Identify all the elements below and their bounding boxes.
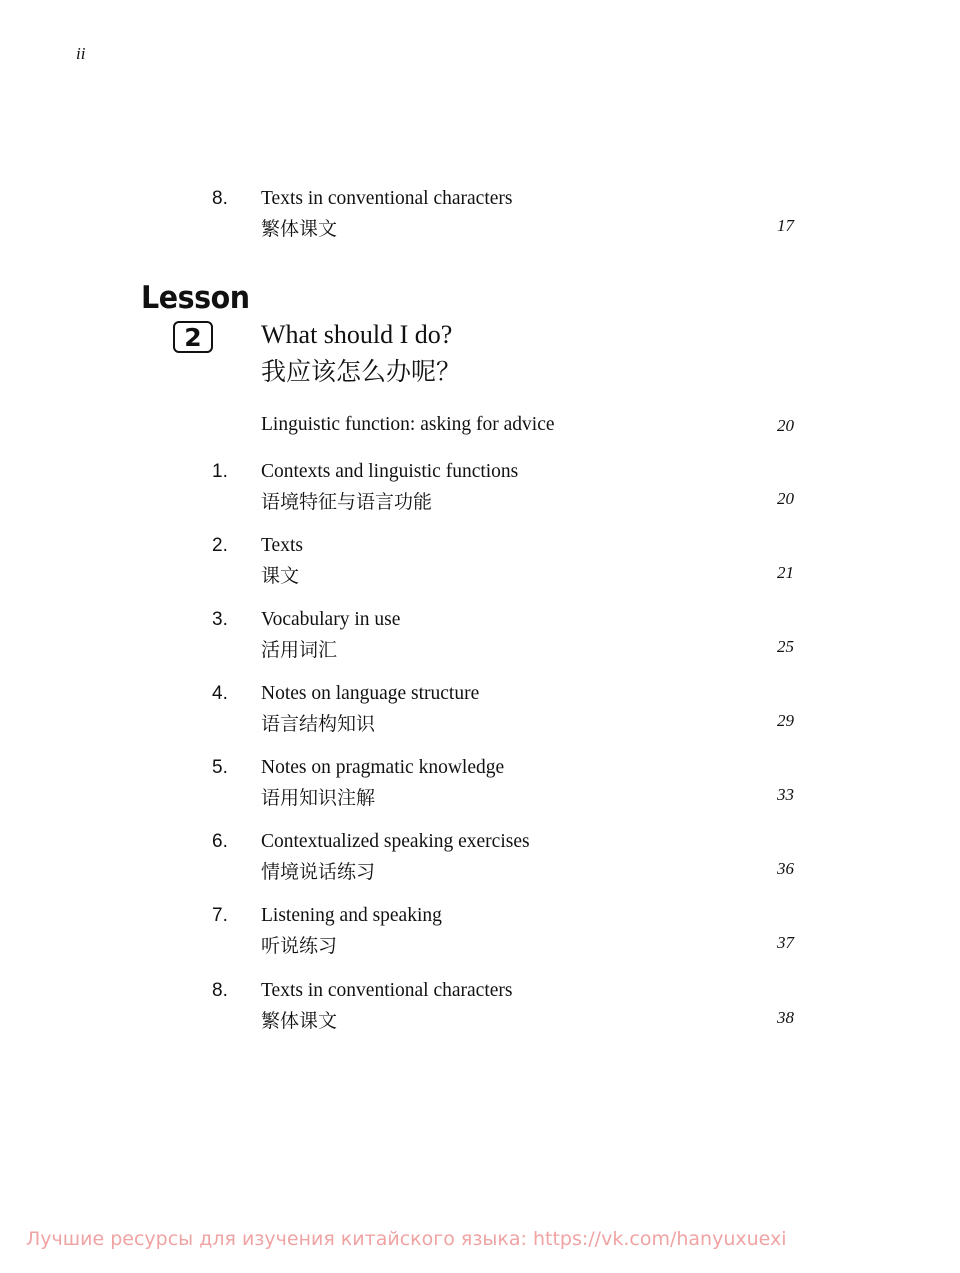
toc-entry-page: 33 [777, 785, 794, 804]
toc-entry-title-en: Notes on pragmatic knowledge [261, 757, 505, 778]
linguistic-function-text: Linguistic function: asking for advice [261, 414, 555, 435]
watermark-text: Лучшие ресурсы для изучения китайского языка: https://vk.com/hanyuxuexi [26, 1228, 787, 1250]
toc-entry-page: 21 [777, 563, 794, 582]
linguistic-function-page: 20 [777, 416, 794, 435]
toc-entry-title-en: Texts in conventional characters [261, 980, 513, 1001]
toc-entry-title-zh: 繁体课文 [261, 1010, 338, 1032]
toc-entry-page: 37 [777, 933, 794, 952]
toc-entry-page: 29 [777, 711, 794, 730]
toc-entry-page: 17 [777, 216, 794, 235]
toc-entry-title-zh: 课文 [261, 565, 300, 587]
toc-entry-number: 8. [212, 980, 228, 1001]
toc-entry-page: 20 [777, 489, 794, 508]
toc-entry-number: 2. [212, 535, 228, 556]
toc-entry-title-en: Texts in conventional characters [261, 188, 513, 209]
toc-entry-number: 7. [212, 905, 228, 926]
lesson-number-badge: 2 [173, 321, 213, 353]
toc-entry-title-en: Contextualized speaking exercises [261, 831, 530, 852]
toc-entry-page: 25 [777, 637, 794, 656]
toc-entry-number: 5. [212, 757, 228, 778]
lesson-heading: Lesson [141, 280, 250, 316]
toc-entry-title-zh: 语言结构知识 [261, 713, 376, 735]
toc-entry-title-zh: 听说练习 [261, 935, 338, 957]
toc-entry-number: 3. [212, 609, 228, 630]
toc-entry-number: 8. [212, 188, 228, 209]
toc-entry-number: 4. [212, 683, 228, 704]
toc-entry-title-en: Vocabulary in use [261, 609, 401, 630]
toc-entry-title-en: Texts [261, 535, 303, 556]
toc-entry-title-zh: 情境说话练习 [261, 861, 376, 883]
toc-entry-title-zh: 语用知识注解 [261, 787, 376, 809]
toc-entry-title-en: Listening and speaking [261, 905, 442, 926]
toc-entry-number: 1. [212, 461, 228, 482]
toc-entry-title-zh: 活用词汇 [261, 639, 338, 661]
toc-entry-title-zh: 语境特征与语言功能 [261, 491, 433, 513]
lesson-title-zh: 我应该怎么办呢？ [261, 357, 462, 386]
toc-entry-number: 6. [212, 831, 228, 852]
toc-entry-title-zh: 繁体课文 [261, 218, 338, 240]
toc-entry-page: 38 [777, 1008, 794, 1027]
toc-entry-title-en: Notes on language structure [261, 683, 480, 704]
toc-entry-title-en: Contexts and linguistic functions [261, 461, 519, 482]
toc-entry-page: 36 [777, 859, 794, 878]
lesson-title-en: What should I do? [261, 320, 453, 349]
page-folio: ii [76, 44, 86, 63]
